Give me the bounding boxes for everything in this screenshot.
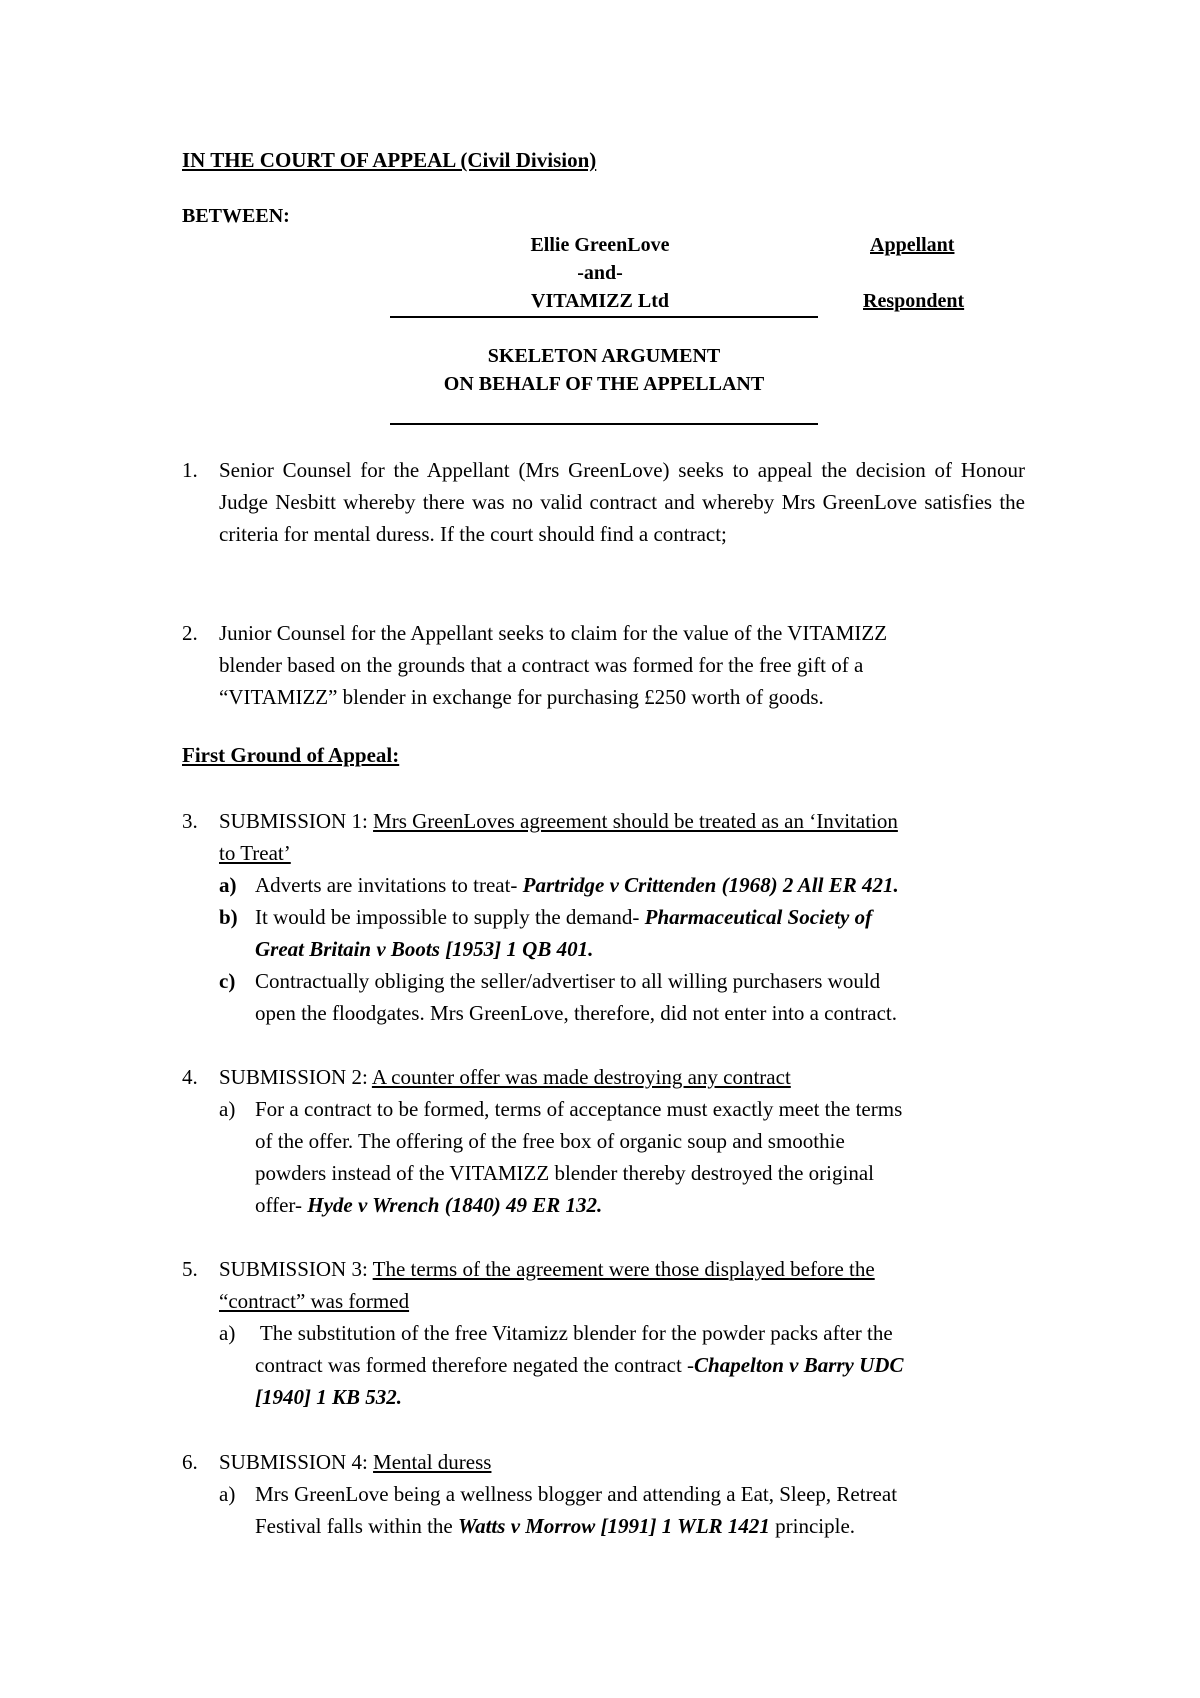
item-c-line-2: open the floodgates. Mrs GreenLove, therefore, did not enter into a contract. [255, 1001, 898, 1025]
header-rule-bottom [390, 423, 818, 425]
submission-4-heading [219, 1446, 491, 1478]
submission-1-item-b [219, 901, 872, 965]
submission-3-heading [219, 1253, 875, 1317]
item-c-line-1: Contractually obliging the seller/advertiser to all willing purchasers would [255, 969, 881, 993]
case-citation: Partridge v Crittenden (1968) 2 All ER 421. [522, 873, 899, 897]
submission-4-label: SUBMISSION 4: [219, 1450, 374, 1474]
submission-2-heading [219, 1061, 791, 1093]
item-c-label: c) [219, 969, 236, 993]
case-citation: [1940] 1 KB 532. [255, 1385, 402, 1409]
case-citation: Great Britain v Boots [1953] 1 QB 401. [255, 937, 594, 961]
title-line-2: ON BEHALF OF THE APPELLANT [443, 373, 765, 395]
submission-2-title: A counter offer was made destroying any contract [371, 1065, 791, 1089]
and-separator: -and- [577, 262, 623, 284]
submission-2-number: 4. [182, 1065, 198, 1089]
title-line-1: SKELETON ARGUMENT [487, 345, 721, 367]
paragraph-2-line-3: “VITAMIZZ” blender in exchange for purchasing £250 worth of goods. [219, 685, 824, 709]
submission-3-number: 5. [182, 1257, 198, 1281]
item-a-label: a) [219, 873, 237, 897]
item-a-line-2: of the offer. The offering of the free box of organic soup and smoothie [255, 1129, 845, 1153]
case-citation: Hyde v Wrench (1840) 49 ER 132. [307, 1193, 603, 1217]
submission-1-label: SUBMISSION 1: [219, 809, 374, 833]
submission-1-heading [219, 805, 898, 869]
item-a-line-1: The substitution of the free Vitamizz blender for the powder packs after the [255, 1321, 893, 1345]
party1-name: Ellie GreenLove [530, 234, 670, 256]
item-b-text: It would be impossible to supply the demand- [255, 905, 645, 929]
item-a-line-1: Mrs GreenLove being a wellness blogger and attending a Eat, Sleep, Retreat [255, 1482, 898, 1506]
ground-title: First Ground of Appeal: [182, 743, 400, 767]
submission-3-label: SUBMISSION 3: [219, 1257, 373, 1281]
court-heading: IN THE COURT OF APPEAL (Civil Division) [182, 148, 597, 172]
paragraph-1-number: 1. [182, 458, 198, 482]
case-citation: Pharmaceutical Society of [644, 905, 873, 929]
item-a-line-2: contract was formed therefore negated the contract - [255, 1353, 695, 1377]
submission-4-item-a [219, 1478, 897, 1542]
submission-1-item-a [219, 869, 899, 901]
party2-name: VITAMIZZ Ltd [531, 290, 669, 312]
party2-role: Respondent [863, 290, 965, 312]
item-a-line-3: powders instead of the VITAMIZZ blender thereby destroyed the original [255, 1161, 874, 1185]
item-a-text: Adverts are invitations to treat- [255, 873, 523, 897]
submission-4-number: 6. [182, 1450, 198, 1474]
paragraph-2-text [219, 617, 887, 713]
party1-role: Appellant [870, 234, 955, 256]
submission-2-label: SUBMISSION 2: [219, 1065, 372, 1089]
case-citation: Watts v Morrow [1991] 1 WLR 1421 [457, 1514, 770, 1538]
between-label: BETWEEN: [182, 205, 290, 227]
submission-3-title-2: “contract” was formed [219, 1289, 410, 1313]
submission-1-title-1: Mrs GreenLoves agreement should be treated as an ‘Invitation [373, 809, 898, 833]
submission-1-number: 3. [182, 809, 198, 833]
paragraph-2-number: 2. [182, 621, 198, 645]
paragraph-1-text: Senior Counsel for the Appellant (Mrs GreenLove) seeks to appeal the decision of Honour Judge Nesbitt whereby there was no valid contract and whereby Mrs GreenLove satisfies the criteria for mental duress. If the court should find a contract; [219, 458, 1025, 546]
item-a-label: a) [219, 1097, 236, 1121]
case-citation: Chapelton v Barry UDC [694, 1353, 904, 1377]
item-b-label: b) [219, 905, 238, 929]
submission-1-title-2: to Treat’ [219, 841, 291, 865]
submission-3-item-a [219, 1317, 903, 1413]
item-a-line-2: Festival falls within the [255, 1514, 458, 1538]
header-rule-top [390, 316, 818, 318]
paragraph-2-line-2: blender based on the grounds that a contract was formed for the free gift of a [219, 653, 864, 677]
paragraph-2-line-1: Junior Counsel for the Appellant seeks to claim for the value of the VITAMIZZ [219, 621, 888, 645]
item-a-line-4: offer- [255, 1193, 308, 1217]
item-a-line-1: For a contract to be formed, terms of acceptance must exactly meet the terms [255, 1097, 903, 1121]
item-a-label: a) [219, 1321, 236, 1345]
item-a-end: principle. [769, 1514, 856, 1538]
submission-1-item-c [219, 965, 897, 1029]
submission-2-item-a [219, 1093, 902, 1221]
submission-4-title: Mental duress [373, 1450, 492, 1474]
item-a-label: a) [219, 1482, 236, 1506]
submission-3-title-1: The terms of the agreement were those displayed before the [372, 1257, 875, 1281]
